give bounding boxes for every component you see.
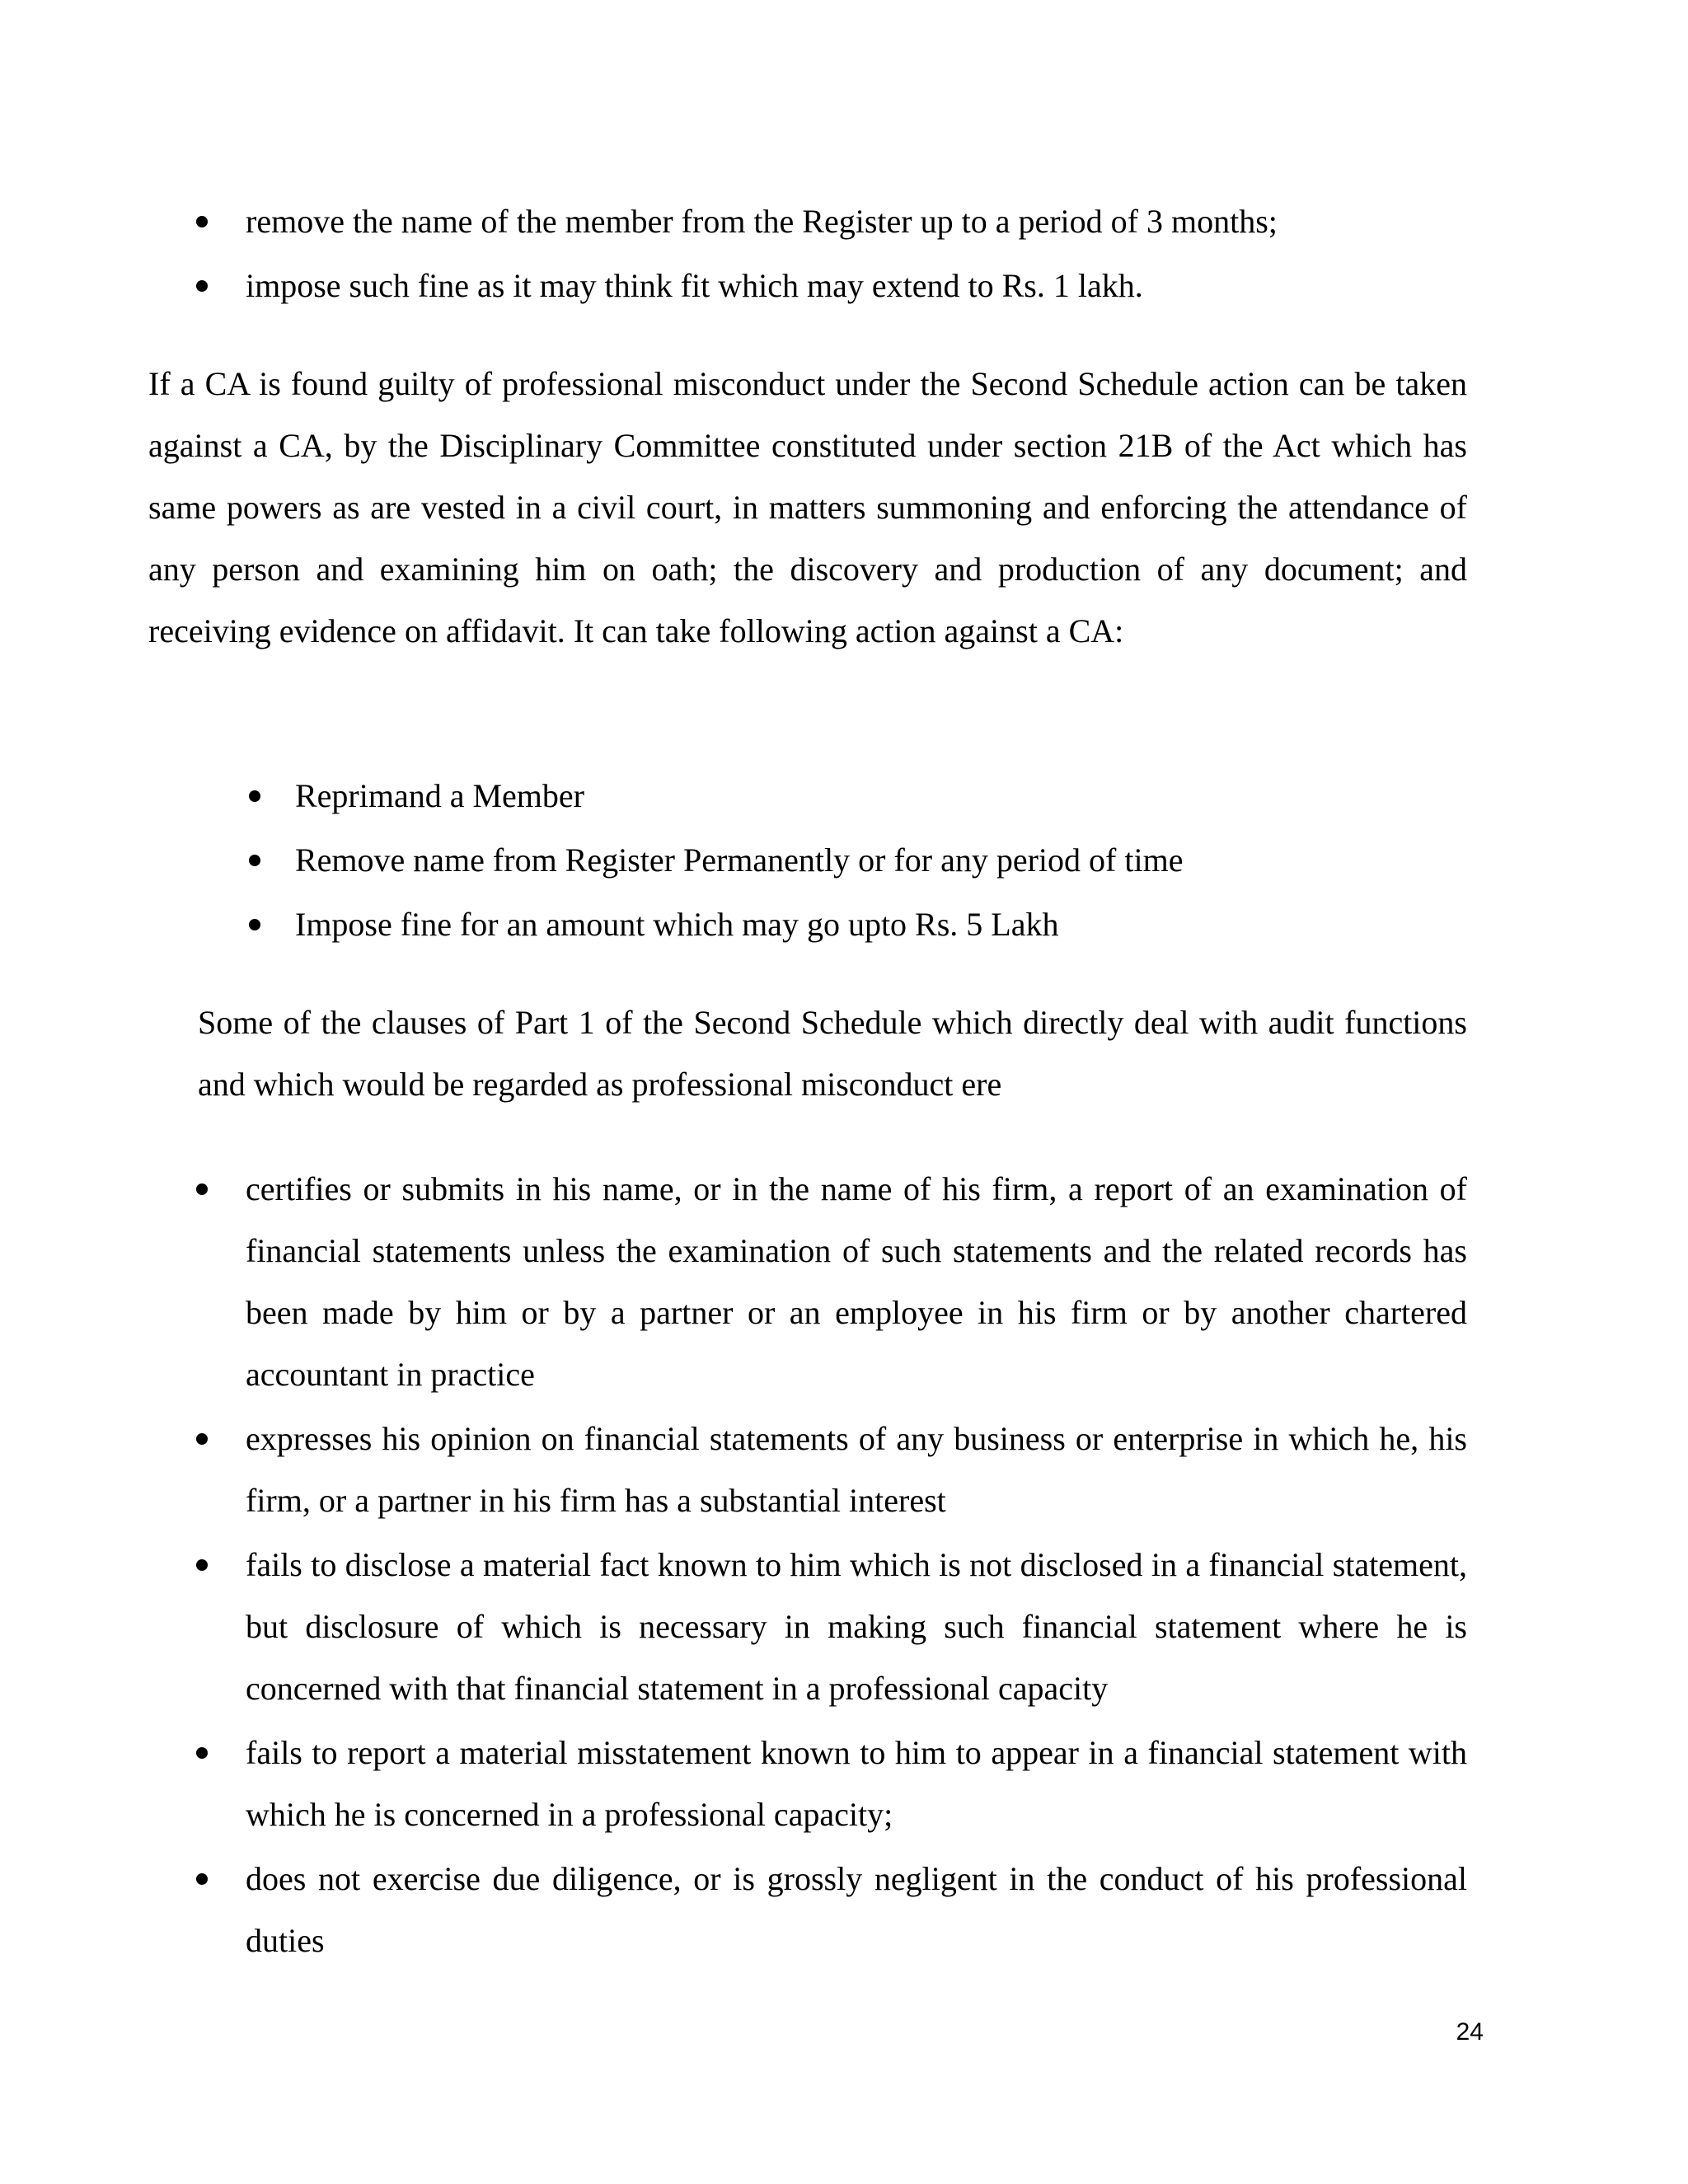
list-item xyxy=(198,1534,1467,1719)
paragraph: Some of the clauses of Part 1 of the Second Schedule which directly deal with audit functions and which would be regarded as professional misconduct ere xyxy=(198,1004,1467,1103)
list-item-text: remove the name of the member from the Register up to a period of 3 months; xyxy=(246,203,1278,240)
list-item-text: expresses his opinion on financial statements of any business or enterprise in which he, his firm, or a partner in his firm has a substantial interest xyxy=(246,1420,1467,1519)
bullet-icon xyxy=(196,280,208,292)
list-item xyxy=(247,829,1467,893)
bullet-icon xyxy=(196,1873,208,1885)
bullet-icon xyxy=(249,790,260,802)
action-list xyxy=(247,765,1467,958)
bullet-icon xyxy=(196,1433,208,1445)
bullet-icon xyxy=(196,216,208,227)
list-item-text: certifies or submits in his name, or in the name of his firm, a report of an examination of financial statements unless the examination of such statements and the related records has been made by him or by a partner or an employee in his firm or by another chartered accountant in practice xyxy=(246,1170,1467,1393)
clause-list xyxy=(198,1158,1467,1974)
bullet-icon xyxy=(249,855,260,866)
list-item xyxy=(198,255,1467,319)
list-item xyxy=(198,1408,1467,1531)
list-item-text: Remove name from Register Permanently or for any period of time xyxy=(295,841,1184,879)
list-item-text: fails to report a material misstatement known to him to appear in a financial statement with which he is concerned in a professional capacity; xyxy=(246,1734,1467,1833)
list-item xyxy=(198,1158,1467,1405)
bullet-icon xyxy=(249,919,260,930)
list-item xyxy=(198,190,1467,255)
intro-bullet-list xyxy=(198,190,1467,319)
list-item xyxy=(198,1722,1467,1845)
paragraph: If a CA is found guilty of professional misconduct under the Second Schedule action can be taken against a CA, by the Disciplinary Committee constituted under section 21B of the Act which has same powers as are vested in a civil court, in matters summoning and enforcing the attendance of any person and examining him on oath; the discovery and production of any document; and receiving evidence on affidavit. It can take following action against a CA: xyxy=(148,365,1467,649)
list-item xyxy=(247,765,1467,829)
list-item-text: does not exercise due diligence, or is grossly negligent in the conduct of his professional duties xyxy=(246,1860,1467,1959)
list-item xyxy=(247,893,1467,958)
list-item-text: Reprimand a Member xyxy=(295,777,584,814)
list-item xyxy=(198,1848,1467,1971)
list-item-text: fails to disclose a material fact known to him which is not disclosed in a financial statement, but disclosure of which is necessary in making such financial statement where he is concerned with that financial statement in a professional capacity xyxy=(246,1546,1467,1707)
bullet-icon xyxy=(196,1559,208,1571)
bullet-icon xyxy=(196,1183,208,1195)
bullet-icon xyxy=(196,1747,208,1759)
list-item-text: impose such fine as it may think fit which may extend to Rs. 1 lakh. xyxy=(246,267,1143,304)
list-item-text: Impose fine for an amount which may go upto Rs. 5 Lakh xyxy=(295,906,1059,943)
page-number: 24 xyxy=(1456,2018,1484,2046)
